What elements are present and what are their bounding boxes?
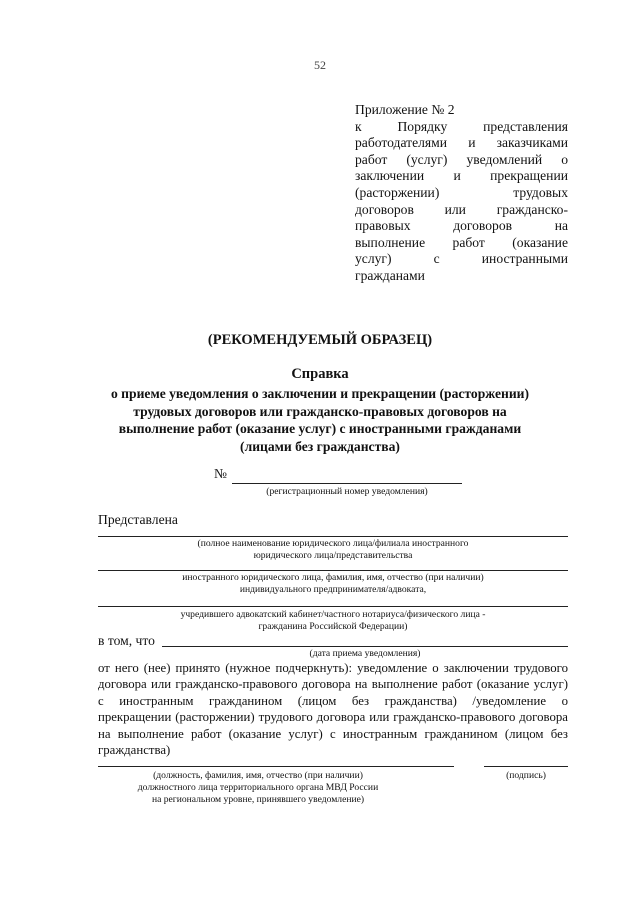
word: трудового — [258, 710, 313, 725]
word: (нее) — [143, 661, 171, 675]
caption-line: на региональном уровне, принявшего уведомление) — [151, 794, 365, 805]
word: договора — [301, 677, 351, 692]
organization-caption-3 — [98, 609, 568, 633]
word: уведомлений — [466, 151, 543, 167]
word: на — [554, 218, 568, 234]
word: гражданами — [355, 267, 425, 283]
word: работ — [355, 151, 388, 167]
word: о — [561, 151, 568, 167]
word: Порядку — [397, 118, 448, 134]
word: гражданином — [209, 693, 283, 708]
official-line[interactable] — [98, 766, 454, 767]
word: выполнение — [117, 726, 184, 741]
word: или — [444, 201, 466, 217]
word: гражданско- — [496, 201, 568, 217]
word: на — [98, 726, 111, 741]
word: иностранным — [342, 726, 418, 741]
notification-date-line[interactable] — [162, 646, 568, 647]
organization-caption-2 — [98, 572, 568, 596]
word: /уведомление — [472, 693, 547, 708]
word: от — [98, 661, 110, 675]
appendix-line — [355, 152, 568, 169]
word: или — [151, 677, 172, 692]
word: и — [468, 135, 476, 151]
word: выполнение — [371, 677, 438, 692]
appendix-line — [355, 218, 568, 235]
word: о — [432, 661, 439, 675]
word: представления — [483, 118, 568, 134]
caption-line: гражданина Российской Федерации) — [258, 621, 408, 632]
word: Приложение № 2 — [355, 102, 455, 117]
word: гражданства) — [98, 743, 171, 758]
signature-caption: (подпись) — [506, 770, 546, 781]
word: о — [561, 693, 568, 708]
word: гражданско-правового — [175, 677, 298, 692]
word: заключении — [443, 661, 509, 675]
word: работодателями — [355, 135, 448, 151]
word: гражданства) — [384, 693, 457, 708]
appendix-line — [355, 251, 568, 268]
word: гражданско-правового — [393, 710, 516, 725]
document-title: Справка — [291, 366, 349, 382]
text-line — [98, 660, 568, 676]
word: договора — [519, 710, 568, 725]
caption-line: (полное наименование юридического лица/филиала иностранного — [197, 538, 469, 549]
appendix-header — [355, 102, 568, 285]
caption-line: учредившего адвокатский кабинет/частного нотариуса/физического лица - — [180, 609, 486, 620]
appendix-line — [355, 185, 568, 202]
word: выполнение — [355, 234, 426, 250]
appendix-line — [355, 235, 568, 252]
caption-line: (должность, фамилия, имя, отчество (при наличии) — [153, 770, 363, 781]
word: прекращении — [490, 168, 568, 184]
text-line — [98, 693, 568, 709]
word: (расторжении) — [175, 710, 255, 725]
word: на — [354, 677, 368, 692]
word: гражданином — [424, 726, 498, 741]
organization-line-1[interactable] — [98, 536, 568, 537]
word: иностранными — [481, 251, 568, 267]
page-number: 52 — [314, 58, 326, 72]
word: трудового — [513, 661, 568, 675]
word: или — [369, 710, 390, 725]
word: иностранным — [119, 693, 194, 708]
official-caption — [98, 770, 418, 806]
appendix-line — [355, 202, 568, 219]
word: (оказание — [512, 234, 568, 250]
appendix-line — [355, 135, 568, 152]
word: подчеркнуть): — [275, 661, 353, 675]
word: договора — [98, 677, 147, 692]
word: прекращении — [98, 710, 172, 725]
word: без — [550, 726, 568, 741]
word: правовых — [355, 218, 411, 234]
word: к — [355, 118, 362, 134]
caption-line: должностного лица территориального органа МВД России — [137, 782, 379, 793]
caption-line: индивидуального предпринимателя/адвоката, — [239, 584, 427, 595]
registration-number-caption: (регистрационный номер уведомления) — [266, 486, 428, 497]
subtitle-line: выполнение работ (оказание услуг) с иностранными гражданами — [118, 421, 522, 436]
notification-date-caption: (дата приема уведомления) — [309, 648, 421, 659]
word: договора — [316, 710, 366, 725]
subtitle-line: о приеме уведомления о заключении и прекращении (расторжении) — [110, 386, 530, 401]
registration-number-line[interactable] — [232, 483, 462, 484]
document-subtitle — [0, 385, 640, 455]
word: услуг) — [533, 677, 568, 692]
text-line — [98, 742, 568, 758]
appendix-line — [355, 168, 568, 185]
body-paragraph — [98, 660, 568, 758]
word: заключении — [355, 168, 425, 184]
word: (услуг) — [406, 151, 448, 167]
word: (расторжении) — [355, 184, 440, 200]
word: договоров — [355, 201, 414, 217]
organization-line-2[interactable] — [98, 570, 568, 571]
text-line — [98, 709, 568, 725]
appendix-line — [355, 119, 568, 136]
text-line — [98, 676, 568, 692]
word: работ — [442, 677, 473, 692]
word: работ — [191, 726, 222, 741]
word: с — [98, 693, 104, 708]
appendix-line — [355, 102, 568, 119]
subtitle-line: (лицами без гражданства) — [240, 438, 400, 454]
signature-line[interactable] — [484, 766, 568, 767]
word: него — [114, 661, 139, 675]
organization-line-3[interactable] — [98, 606, 568, 607]
caption-line: иностранного юридического лица, фамилия, имя, отчество (при наличии) — [182, 572, 484, 583]
word: работ — [452, 234, 485, 250]
word: и — [453, 168, 461, 184]
caption-line: юридического лица/представительства — [253, 550, 413, 561]
word: (оказание — [228, 726, 282, 741]
word: (лицом — [504, 726, 544, 741]
word: (оказание — [476, 677, 530, 692]
text-line — [98, 726, 568, 742]
word: принято — [175, 661, 221, 675]
subtitle-line: трудовых договоров или гражданско-правовых договоров на — [133, 403, 507, 419]
word: трудовых — [513, 184, 568, 200]
sample-title: (РЕКОМЕНДУЕМЫЙ ОБРАЗЕЦ) — [207, 332, 433, 348]
word: с — [330, 726, 336, 741]
word: (нужное — [225, 661, 271, 675]
word: услуг) — [355, 251, 392, 267]
word: договоров — [453, 218, 513, 234]
word: уведомление — [357, 661, 428, 675]
word: заказчиками — [496, 135, 568, 151]
number-label: № — [214, 466, 227, 481]
in-that-label: в том, что — [98, 633, 155, 648]
organization-caption-1 — [98, 538, 568, 562]
presented-label: Представлена — [98, 512, 178, 527]
word: услуг) — [288, 726, 323, 741]
word: с — [433, 251, 440, 267]
appendix-line — [355, 268, 568, 285]
word: без — [351, 693, 370, 708]
word: (лицом — [297, 693, 337, 708]
